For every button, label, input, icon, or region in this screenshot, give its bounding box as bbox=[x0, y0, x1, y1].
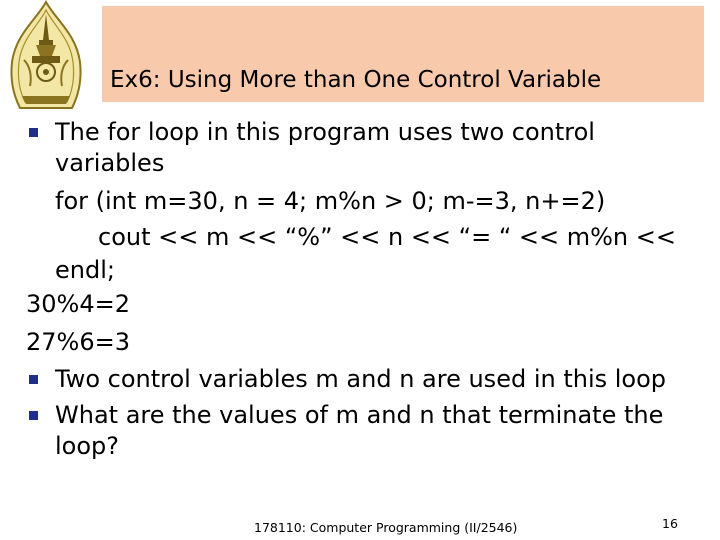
code-line: cout << m << “%” << n << “= “ << m%n << bbox=[98, 223, 676, 251]
footer-course: 178110: Computer Programming (II/2546) bbox=[254, 520, 518, 535]
code-line: endl; bbox=[55, 256, 115, 284]
bullet-text: The for loop in this program uses two control bbox=[55, 118, 595, 146]
slide-title: Ex6: Using More than One Control Variable bbox=[110, 67, 602, 93]
bullet-text: Two control variables m and n are used in this loop bbox=[55, 365, 667, 393]
output-line: 27%6=3 bbox=[26, 328, 130, 356]
page-number: 16 bbox=[662, 516, 678, 531]
bullet-text: variables bbox=[55, 149, 165, 177]
bullet-square-icon bbox=[29, 128, 38, 137]
code-line: for (int m=30, n = 4; m%n > 0; m-=3, n+=2) bbox=[55, 187, 606, 215]
output-line: 30%4=2 bbox=[26, 290, 130, 318]
bullet-text: loop? bbox=[55, 432, 120, 460]
bullet-square-icon bbox=[29, 411, 38, 420]
bullet-text: What are the values of m and n that terminate the bbox=[55, 401, 664, 429]
bullet-square-icon bbox=[29, 375, 38, 384]
